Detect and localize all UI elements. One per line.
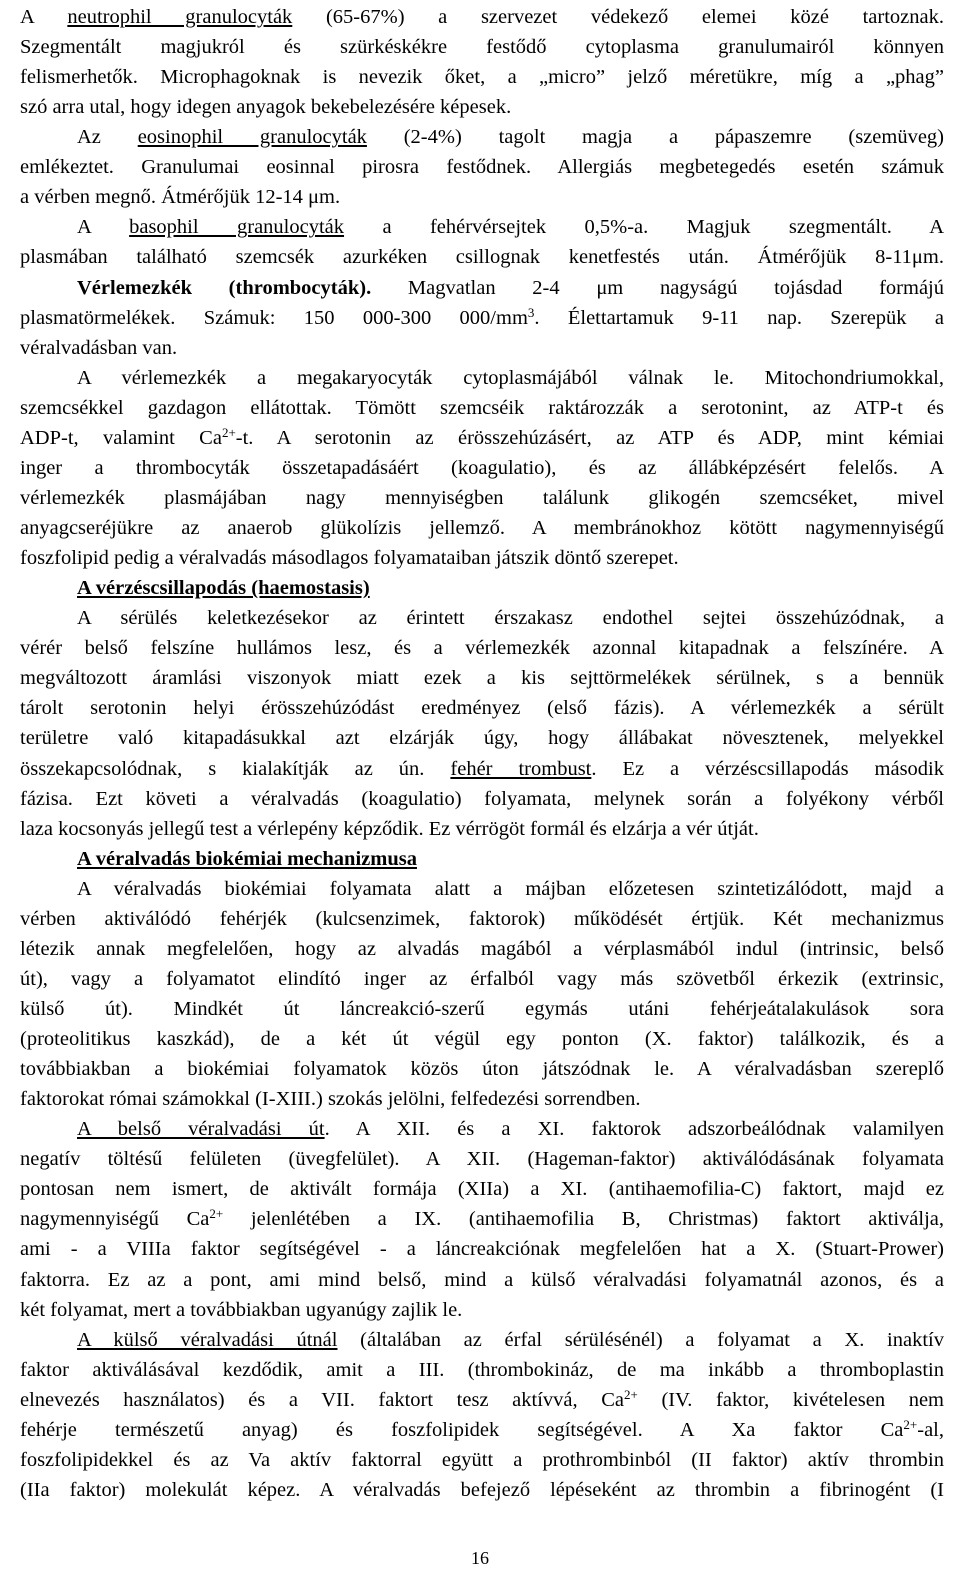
text-span: -al, [917, 1418, 944, 1441]
text-span: . Élettartamuk 9-11 nap. Szerepük a [534, 306, 944, 329]
text-line [20, 453, 944, 483]
text-line [20, 603, 944, 633]
text-line [20, 92, 944, 122]
text-span: felismerhetők. Microphagoknak is nevezik őket, a „micro” jelző méretükre, míg a „phag” [20, 66, 944, 89]
underlined-term: neutrophil granulocyták [67, 6, 293, 28]
superscript: 2+ [221, 424, 236, 440]
text-line [20, 844, 944, 874]
text-span: elnevezés használatos) és a VII. faktort tesz aktívvá, Ca [20, 1388, 625, 1411]
text-span: külső út). Mindkét út láncreakció-szerű egymás utáni fehérjeátalakulások sora [20, 997, 944, 1020]
text-line [20, 1325, 944, 1355]
text-line [20, 1385, 944, 1415]
text-line [20, 994, 944, 1024]
text-span: (IIa faktor) molekulát képez. A véralvadás befejező lépéseként az thrombin a fibrinogént (I [20, 1478, 944, 1501]
text-span: fázisa. Ezt követi a véralvadás (koagulatio) folyamata, melynek során a folyékony vérből [20, 787, 944, 810]
text-line [20, 904, 944, 934]
text-line [20, 2, 944, 32]
text-line [20, 934, 944, 964]
text-span: inger a thrombocyták összetapadásáért (koagulatio), és az állábképzésért felelős. A [20, 456, 944, 479]
text-span: foszfolipidekkel és az Va aktív faktorral együtt a prothrombinból (II faktor) aktív thrombin [20, 1448, 944, 1471]
text-line [20, 543, 944, 573]
text-span: Az [77, 126, 138, 149]
superscript: 2+ [903, 1416, 918, 1432]
text-line [20, 333, 944, 363]
text-line [20, 32, 944, 62]
text-line [20, 1355, 944, 1385]
text-span: faktorra. Ez az a pont, ami mind belső, mind a külső véralvadási folyamatnál azonos, és a [20, 1268, 944, 1291]
superscript: 3 [527, 304, 535, 320]
text-span: véralvadásban van. [20, 336, 178, 359]
text-span: ADP-t, valamint Ca [20, 426, 222, 449]
text-line [20, 1114, 944, 1144]
text-span: A vérlemezkék a megakaryocyták cytoplasmájából válnak le. Mitochondriumokkal, [77, 366, 944, 389]
text-line [20, 814, 944, 844]
text-span: plasmatörmelékek. Számuk: 150 000-300 000/mm [20, 306, 528, 329]
text-line [20, 423, 944, 453]
text-span: faktor aktiválásával kezdődik, amit a III. (thrombokináz, de ma inkább a thromboplastin [20, 1358, 944, 1381]
text-line [20, 393, 944, 423]
text-span: út), vagy a folyamatot elindító inger az érfalból vagy más szövetből érkezik (extrinsic, [20, 967, 944, 990]
text-line [20, 1084, 944, 1114]
underlined-term: A külső véralvadási útnál [77, 1328, 338, 1351]
text-span: A sérülés keletkezésekor az érintett érszakasz endothel sejtei összehúzódnak, a [77, 607, 944, 630]
underlined-term: fehér trombust [450, 757, 592, 780]
text-line [20, 1024, 944, 1054]
text-span: (2-4%) tagolt magja a pápaszemre (szemüveg) [366, 126, 944, 149]
text-span: nagymennyiségű Ca [20, 1208, 210, 1231]
text-span: vérér belső felszíne hullámos lesz, és a vérlemezkék azonnal kitapadnak a felszínére. A [20, 637, 944, 660]
text-line [20, 1265, 944, 1295]
text-line [20, 1475, 944, 1505]
text-line [20, 483, 944, 513]
underlined-term: eosinophil granulocyták [137, 126, 367, 149]
heading-text: A véralvadás biokémiai mechanizmusa [77, 847, 417, 870]
text-line [20, 964, 944, 994]
text-span: vérben aktiválódó fehérjék (kulcsenzimek, faktorok) működését értjük. Két mechanizmus [20, 907, 944, 930]
text-line [20, 754, 944, 784]
text-line [20, 212, 944, 242]
text-line [20, 152, 944, 182]
text-span: . A XII. és a XI. faktorok adszorbeálódnak valamilyen [324, 1118, 945, 1141]
underlined-term: basophil granulocyták [129, 216, 345, 239]
text-span: fehérje természetű anyag) és foszfolipidek segítségével. A Xa faktor Ca [20, 1418, 904, 1441]
text-span: (65-67%) a szervezet védekező elemei közé tartoznak. [292, 6, 944, 28]
text-span: negatív töltésű felületen (üvegfelület). A XII. (Hageman-faktor) aktiválódásának folyamata [20, 1148, 944, 1171]
text-span: Magvatlan 2-4 μm nagyságú tojásdad formájú [371, 276, 944, 299]
text-line [20, 663, 944, 693]
text-span: pontosan nem ismert, de aktivált formája (XIIa) a XI. (antihaemofilia-C) faktort, majd ez [20, 1178, 944, 1201]
text-line [20, 182, 944, 212]
text-span: foszfolipid pedig a véralvadás másodlagos folyamataiban játszik döntő szerepet. [20, 547, 679, 570]
text-span: Szegmentált magjukról és szürkéskékre festődő cytoplasma granulumairól könnyen [20, 36, 944, 59]
text-span: ami - a VIIIa faktor segítségével - a láncreakciónak megfelelően hat a X. (Stuart-Prower) [20, 1238, 944, 1261]
text-span: tárolt serotonin helyi érösszehúzódást eredményez (első fázis). A vérlemezkék a sérült [20, 697, 944, 720]
text-line [20, 1445, 944, 1475]
text-span: szó arra utal, hogy idegen anyagok bekebelezésére képesek. [20, 96, 512, 119]
text-span: szemcsékkel gazdagon ellátottak. Tömött szemcséik raktározzák a serotonint, az ATP-t és [20, 396, 944, 419]
text-span: emlékeztet. Granulumai eosinnal pirosra festődnek. Allergiás megbetegedés esetén számuk [20, 156, 944, 179]
text-line [20, 1234, 944, 1264]
text-line [20, 1295, 944, 1325]
text-span: a fehérvérsejtek 0,5%-a. Magjuk szegmentált. A [344, 216, 945, 239]
text-line [20, 1174, 944, 1204]
text-span: (általában az érfal sérülésénél) a folyamat a X. inaktív [337, 1328, 944, 1351]
text-span: jelenlétében a IX. (antihaemofilia B, Christmas) faktort aktiválja, [223, 1208, 944, 1231]
text-span: . Ez a vérzéscsillapodás második [591, 757, 944, 780]
text-span: továbbiakban a biokémiai folyamatok közös úton játszódnak le. A véralvadásban szereplő [20, 1058, 944, 1081]
text-line [20, 1054, 944, 1084]
text-span: -t. A serotonin az érösszehúzásért, az ATP és ADP, mint kémiai [235, 426, 944, 449]
text-span: a vérben megnő. Átmérőjük 12-14 μm. [20, 186, 341, 209]
text-span: faktorokat római számokkal (I-XIII.) szokás jelölni, felfedezési sorrendben. [20, 1088, 641, 1111]
text-line [20, 1144, 944, 1174]
text-span: összekapcsolódnak, s kialakítják az ún. [20, 757, 451, 780]
text-line [20, 573, 944, 603]
text-line [20, 273, 944, 303]
text-line [20, 62, 944, 92]
text-span: A [20, 6, 68, 28]
text-line [20, 303, 944, 333]
text-span: két folyamat, mert a továbbiakban ugyanúgy zajlik le. [20, 1298, 463, 1321]
text-span: megváltozott áramlási viszonyok miatt ezek a kis sejttörmelékek sérülnek, s a bennük [20, 667, 944, 690]
text-line [20, 784, 944, 814]
text-span: létezik annak megfelelően, hogy az alvadás magából a vérplasmából indul (intrinsic, belső [20, 937, 944, 960]
heading-text: Vérlemezkék (thrombocyták). [77, 276, 372, 299]
text-span: A véralvadás biokémiai folyamata alatt a májban előzetesen szintetizálódott, majd a [77, 877, 944, 900]
text-line [20, 723, 944, 753]
text-line [20, 633, 944, 663]
text-line [20, 242, 944, 272]
superscript: 2+ [209, 1206, 224, 1222]
text-line [20, 1415, 944, 1445]
text-line [20, 693, 944, 723]
text-line [20, 1204, 944, 1234]
text-span: vérlemezkék plasmájában nagy mennyiségben találunk glikogén szemcséket, mivel [20, 486, 944, 509]
text-line [20, 513, 944, 543]
page-number: 16 [471, 1548, 489, 1568]
text-span: laza kocsonyás jellegű test a vérlepény képződik. Ez vérrögöt formál és elzárja a vér útját. [20, 817, 759, 840]
text-line [20, 363, 944, 393]
text-span: plasmában található szemcsék azurkéken csillognak kenetfestés után. Átmérőjük 8-11μm. [20, 246, 944, 269]
text-span: anyagcseréjükre az anaerob glükolízis jellemző. A membránokhoz kötött nagymennyiségű [20, 517, 944, 540]
text-span: A [77, 216, 130, 239]
text-span: (IV. faktor, kivételesen nem [637, 1388, 944, 1411]
text-span: területre való kitapadásukkal azt elzárják úgy, hogy állábakat növesztenek, melyekkel [20, 727, 944, 750]
heading-text: A vérzéscsillapodás (haemostasis) [77, 577, 370, 600]
text-line [20, 122, 944, 152]
text-line [20, 874, 944, 904]
text-span: (proteolitikus kaszkád), de a két út végül egy ponton (X. faktor) találkozik, és a [20, 1028, 944, 1051]
underlined-term: A belső véralvadási út [77, 1118, 325, 1141]
superscript: 2+ [624, 1386, 638, 1402]
